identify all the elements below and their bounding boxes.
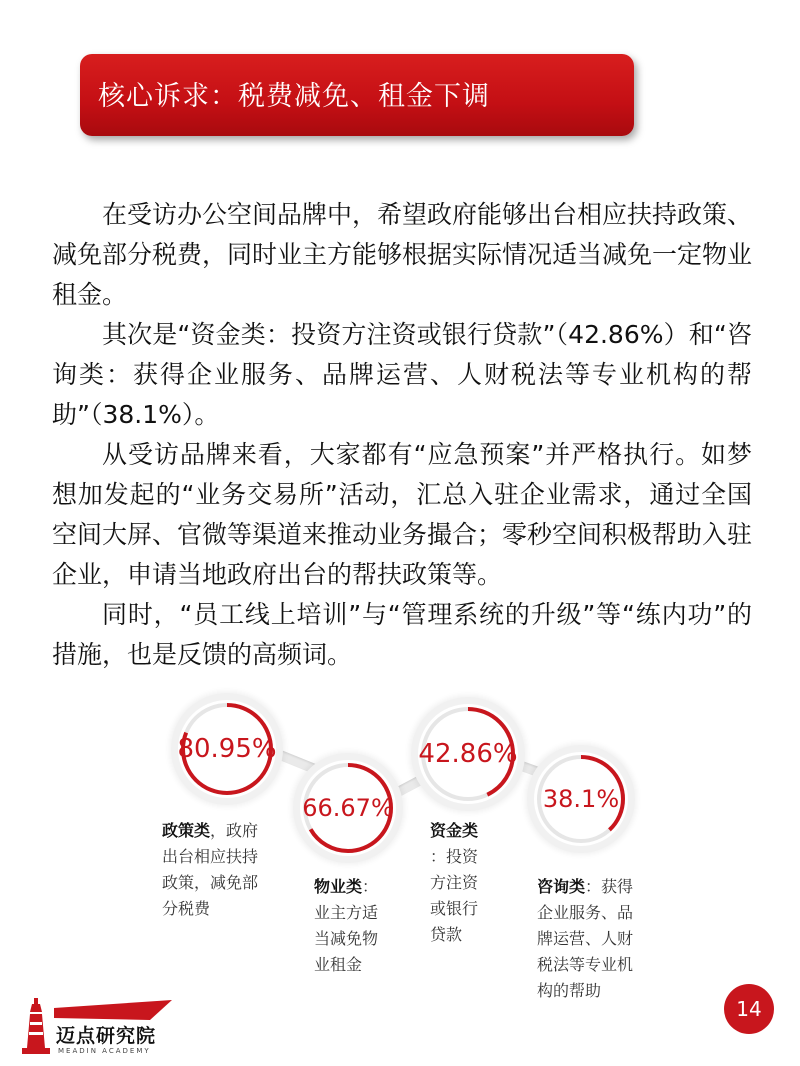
stat-circle-consulting	[534, 752, 628, 846]
lighthouse-icon	[18, 998, 54, 1060]
brand-logo	[18, 996, 178, 1062]
caption-text: 业租金	[314, 955, 363, 974]
caption-text: ，政府	[210, 821, 259, 840]
caption-text: ：获得	[585, 877, 634, 896]
body-text	[52, 195, 752, 675]
page-number: 14	[724, 984, 774, 1034]
paragraph-1: 在受访办公空间品牌中，希望政府能够出台相应扶持政策、减免部分税费，同时业主方能够根据实际情况适当减免一定物业租金。	[52, 200, 753, 309]
caption-text: 牌运营、人财	[537, 929, 634, 948]
caption-policy	[162, 818, 282, 922]
caption-text: 税法等专业机	[537, 955, 634, 974]
caption-text: 当减免物	[314, 929, 379, 948]
caption-consulting	[537, 874, 657, 1004]
stat-circle-property	[300, 760, 396, 856]
caption-text: 业主方适	[314, 903, 379, 922]
logo-name: 迈点研究院	[56, 1025, 157, 1047]
caption-text: 分税费	[162, 899, 211, 918]
caption-property	[314, 874, 404, 978]
caption-text: ：	[362, 877, 379, 896]
caption-text: 构的帮助	[537, 981, 602, 1000]
caption-funding	[430, 818, 510, 948]
caption-title: 咨询类	[537, 877, 586, 896]
caption-text: 贷款	[430, 925, 463, 944]
stat-value: 42.86%	[418, 739, 518, 769]
logo-subtitle: MEADIN ACADEMY	[58, 1047, 151, 1055]
section-title-banner	[80, 54, 634, 136]
stat-value: 38.1%	[542, 785, 620, 813]
stat-value: 80.95%	[177, 734, 277, 764]
caption-text: 企业服务、品	[537, 903, 634, 922]
caption-title: 物业类	[314, 877, 363, 896]
caption-title: 政策类	[162, 821, 211, 840]
caption-text: 或银行	[430, 899, 479, 918]
caption-text: 方注资	[430, 873, 479, 892]
paragraph-2: 其次是“资金类：投资方注资或银行贷款”（42.86%）和“咨询类：获得企业服务、品牌运营、人财税法等专业机构的帮助”（38.1%）。	[52, 320, 752, 429]
section-title: 核心诉求：税费减免、租金下调	[98, 81, 490, 112]
stat-circle-policy	[178, 700, 276, 798]
paragraph-3: 从受访品牌来看，大家都有“应急预案”并严格执行。如梦想加发起的“业务交易所”活动，汇总入驻企业需求，通过全国空间大屏、官微等渠道来推动业务撮合；零秒空间积极帮助入驻企业，申请当地政府出台的帮扶政策等。	[52, 440, 753, 589]
stat-circle-funding	[418, 704, 518, 804]
caption-text: 出台相应扶持	[162, 847, 259, 866]
stat-value: 66.67%	[302, 794, 394, 822]
caption-text: 政策，减免部	[162, 873, 259, 892]
caption-title: 资金类	[430, 821, 479, 840]
paragraph-4: 同时，“员工线上培训”与“管理系统的升级”等“练内功”的措施，也是反馈的高频词。	[52, 600, 752, 669]
caption-text: ：投资	[430, 847, 479, 866]
